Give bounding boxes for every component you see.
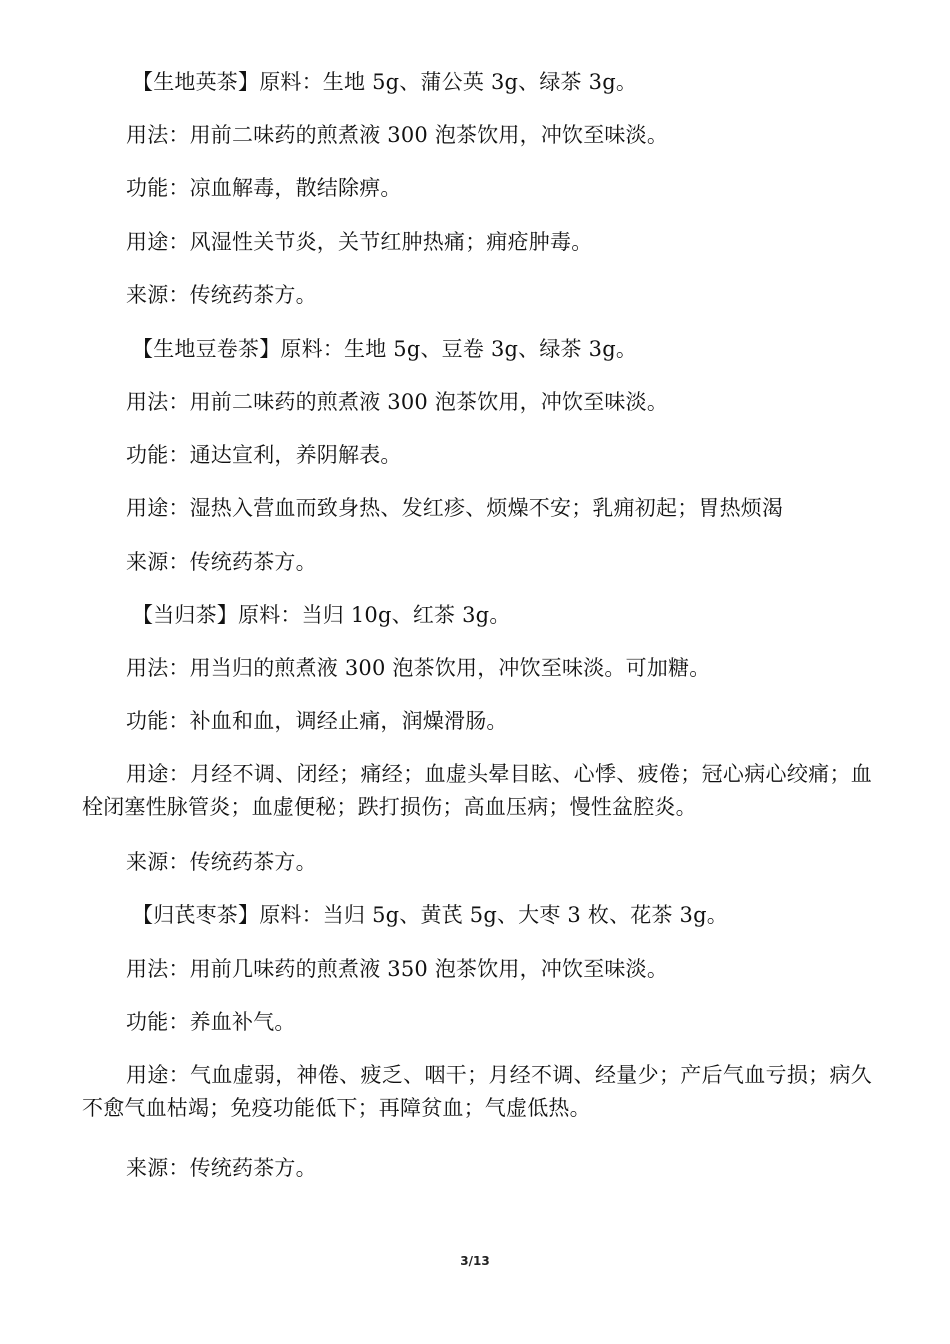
purpose-paragraph: 用途：月经不调、闭经；痛经；血虚头晕目眩、心悸、疲倦；冠心病心绞痛；血栓闭塞性脉管炎；血虚便秘；跌打损伤；高血压病；慢性盆腔炎。 <box>82 762 872 819</box>
usage-paragraph: 用法：用当归的煎煮液 300 泡茶饮用，冲饮至味淡。可加糖。 <box>126 656 711 680</box>
source-paragraph: 来源：传统药茶方。 <box>126 283 317 307</box>
purpose-paragraph: 用途：湿热入营血而致身热、发红疹、烦燥不安；乳痈初起；胃热烦渴 <box>126 496 784 520</box>
source-paragraph: 来源：传统药茶方。 <box>126 850 317 874</box>
page-number: 3/13 <box>460 1254 490 1268</box>
purpose-paragraph: 用途：风湿性关节炎，关节红肿热痛；痈疮肿毒。 <box>126 230 593 254</box>
function-paragraph: 功能：养血补气。 <box>126 1010 296 1034</box>
recipe-title-shengdi-ying: 【生地英茶】原料：生地 5g、蒲公英 3g、绿茶 3g。 <box>132 70 638 94</box>
function-paragraph: 功能：补血和血，调经止痛，润燥滑肠。 <box>126 709 508 733</box>
source-paragraph: 来源：传统药茶方。 <box>126 1156 317 1180</box>
recipe-title-shengdi-doujuan: 【生地豆卷茶】原料：生地 5g、豆卷 3g、绿茶 3g。 <box>132 337 638 361</box>
recipe-title-gui-qi-zao: 【归芪枣茶】原料：当归 5g、黄芪 5g、大枣 3 枚、花茶 3g。 <box>132 903 728 927</box>
source-paragraph: 来源：传统药茶方。 <box>126 550 317 574</box>
usage-paragraph: 用法：用前几味药的煎煮液 350 泡茶饮用，冲饮至味淡。 <box>126 957 669 981</box>
function-paragraph: 功能：凉血解毒，散结除痹。 <box>126 176 402 200</box>
function-paragraph: 功能：通达宣利，养阴解表。 <box>126 443 402 467</box>
recipe-title-danggui: 【当归茶】原料：当归 10g、红茶 3g。 <box>132 603 511 627</box>
usage-paragraph: 用法：用前二味药的煎煮液 300 泡茶饮用，冲饮至味淡。 <box>126 390 669 414</box>
purpose-paragraph: 用途：气血虚弱，神倦、疲乏、咽干；月经不调、经量少；产后气血亏损；病久不愈气血枯竭；免疫功能低下；再障贫血；气虚低热。 <box>82 1063 872 1120</box>
usage-paragraph: 用法：用前二味药的煎煮液 300 泡茶饮用，冲饮至味淡。 <box>126 123 669 147</box>
